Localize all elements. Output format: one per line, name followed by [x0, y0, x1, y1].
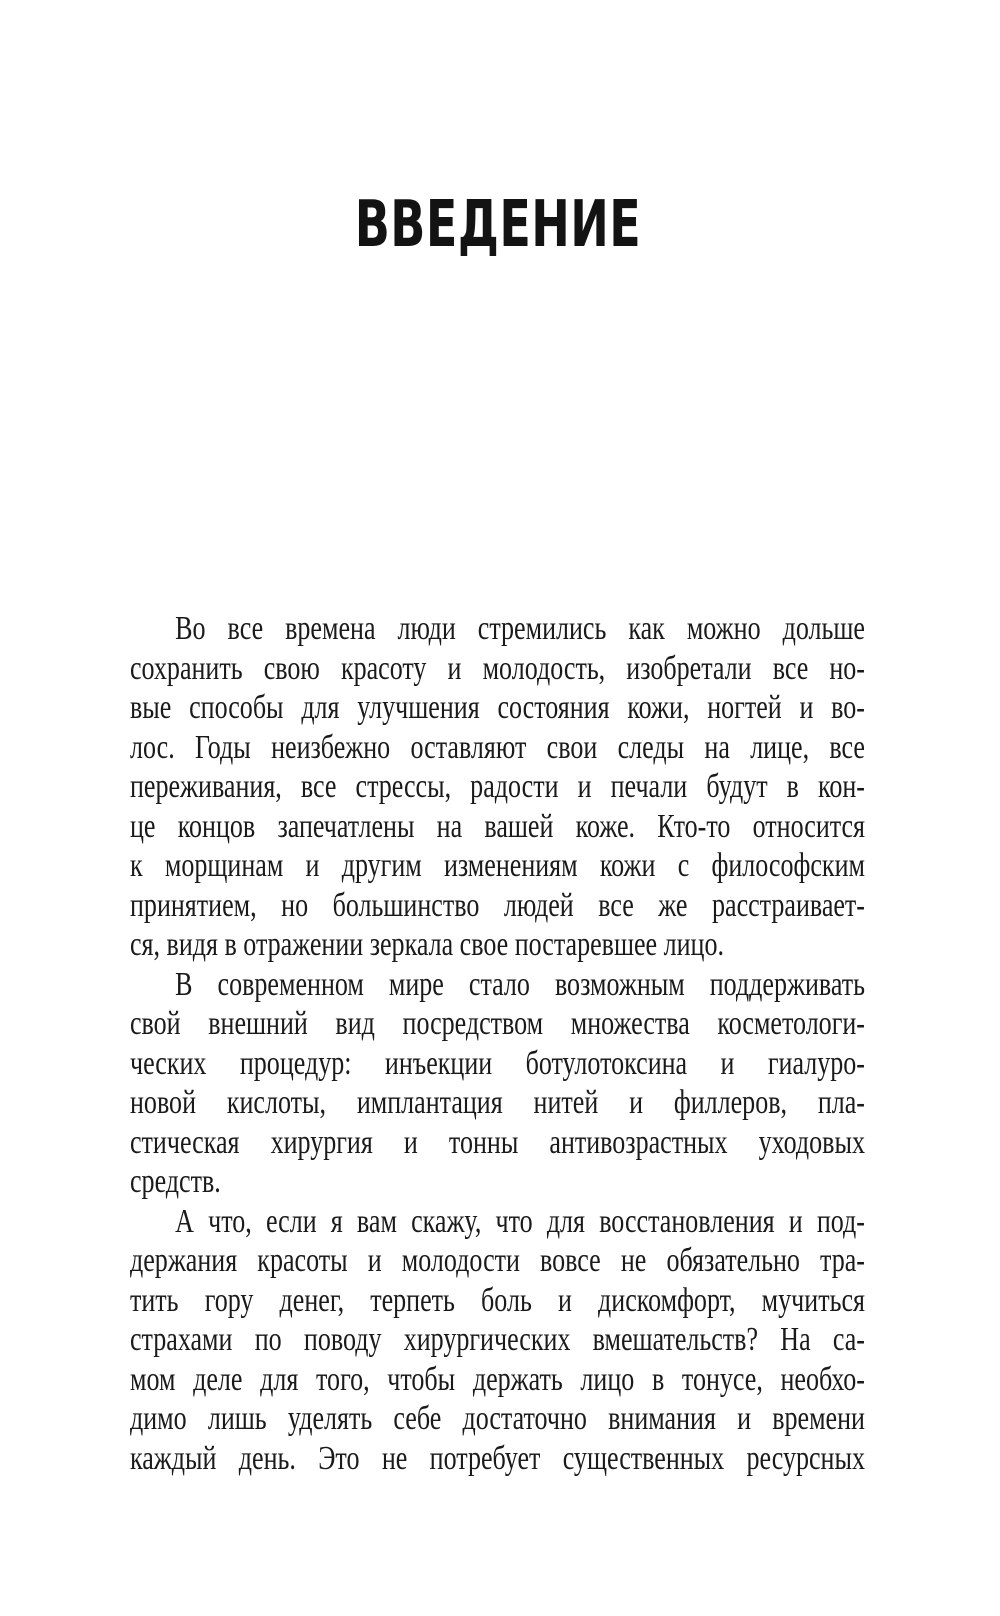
text-line: тить гору денег, терпеть боль и дискомфорт, мучиться	[130, 1281, 865, 1319]
text-line: ся, видя в отражении зеркала свое постаревшее лицо.	[130, 926, 724, 963]
text-line: стическая хирургия и тонны антивозрастных уходовых	[130, 1123, 865, 1161]
text-line: новой кислоты, имплантация нитей и филлеров, пла-	[130, 1084, 865, 1121]
chapter-title-row	[130, 190, 865, 260]
paragraph-3	[130, 1202, 865, 1479]
text-column	[130, 609, 865, 1478]
text-line: вые способы для улучшения состояния кожи, ногтей и во-	[130, 689, 865, 726]
text-line: каждый день. Это не потребует существенных ресурсных	[130, 1439, 865, 1477]
text-line: А что, если я вам скажу, что для восстановления и под-	[175, 1202, 865, 1240]
chapter-title: ВВЕДЕНИЕ	[354, 188, 641, 262]
text-line: страхами по поводу хирургических вмешательств? На са-	[130, 1321, 865, 1358]
text-line: ческих процедур: инъекции ботулотоксина и гиалуро-	[130, 1044, 865, 1082]
paragraph-1	[130, 609, 865, 965]
text-line: к морщинам и другим изменениям кожи с философским	[130, 847, 865, 884]
paragraph-2	[130, 965, 865, 1202]
text-line: средств.	[130, 1163, 221, 1200]
text-line: принятием, но большинство людей все же расстраивает-	[130, 886, 865, 924]
text-line: держания красоты и молодости вовсе не обязательно тра-	[130, 1242, 865, 1279]
text-line: В современном мире стало возможным поддерживать	[175, 965, 865, 1003]
text-line: лос. Годы неизбежно оставляют свои следы на лице, все	[130, 728, 865, 766]
text-line: димо лишь уделять себе достаточно внимания и времени	[130, 1400, 865, 1437]
text-line: сохранить свою красоту и молодость, изобретали все но-	[130, 649, 865, 687]
introduction-text	[130, 609, 865, 1478]
text-line: Во все времена люди стремились как можно дольше	[175, 610, 865, 647]
text-line: мом деле для того, чтобы держать лицо в тонусе, необхо-	[130, 1360, 865, 1398]
text-line: це концов запечатлены на вашей коже. Кто-то относится	[130, 807, 865, 845]
text-line: свой внешний вид посредством множества косметологи-	[130, 1005, 865, 1042]
text-line: переживания, все стрессы, радости и печали будут в кон-	[130, 768, 865, 805]
